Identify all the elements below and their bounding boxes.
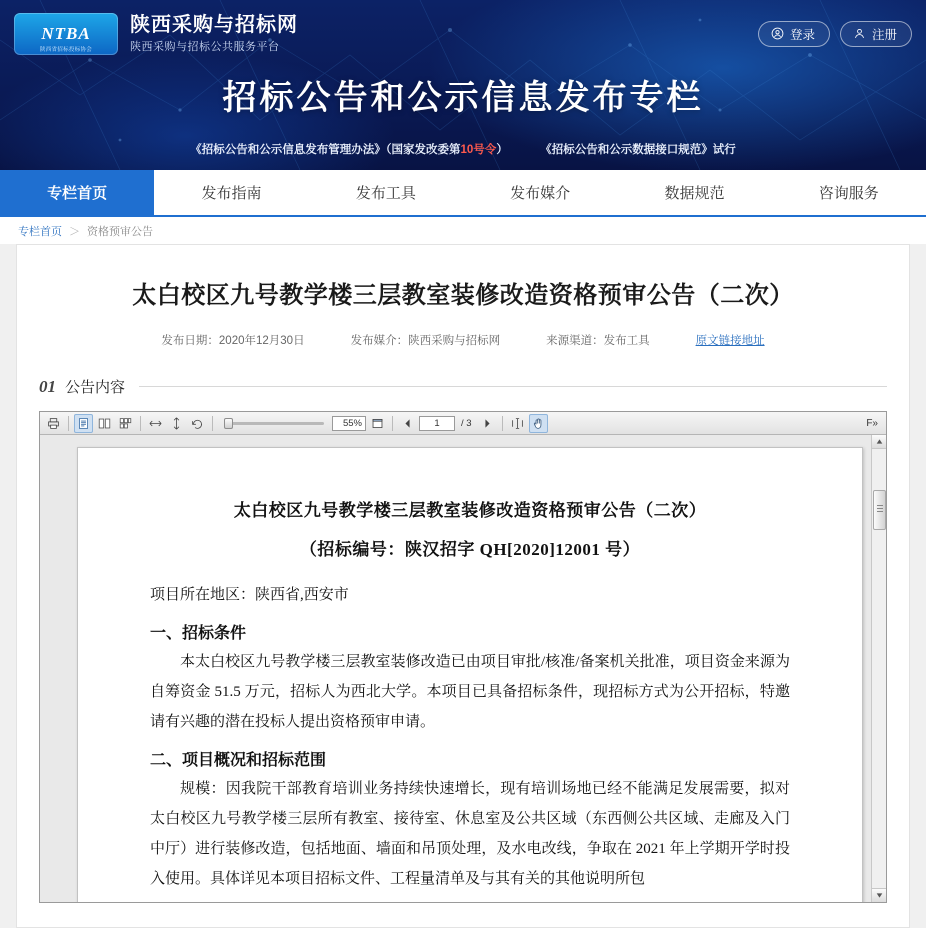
logo-main-text: NTBA (41, 23, 91, 43)
user-icon (853, 27, 866, 40)
fit-page-icon[interactable] (368, 414, 387, 433)
breadcrumb-home[interactable]: 专栏首页 (18, 225, 62, 238)
header-regulation-links (0, 141, 926, 157)
scroll-up-arrow-icon[interactable] (872, 435, 887, 449)
fit-height-icon[interactable] (167, 414, 186, 433)
single-page-icon[interactable] (74, 414, 93, 433)
nav-item-data-spec[interactable]: 数据规范 (664, 185, 725, 202)
toolbar-separator-5 (502, 416, 503, 431)
toolbar-separator-3 (212, 416, 213, 431)
pdf-vertical-scrollbar[interactable] (871, 435, 886, 902)
pdf-scroll-thumb[interactable] (873, 490, 886, 530)
section-divider (139, 386, 887, 387)
meta-source (546, 332, 650, 348)
pdf-heading-main: 太白校区九号教学楼三层教室装修改造资格预审公告（二次） (233, 501, 707, 520)
meta-media-value: 陕西采购与招标网 (408, 335, 501, 347)
breadcrumb-current: 资格预审公告 (87, 225, 153, 238)
regulation-link-1[interactable] (190, 144, 508, 156)
regulation-link-1-highlight: 10号令 (460, 144, 497, 156)
section-header (39, 376, 887, 397)
document-meta (39, 332, 887, 348)
zoom-value-field[interactable]: 55% (332, 416, 366, 431)
meta-source-value: 发布工具 (603, 335, 650, 347)
pdf-section-1-title: 一、招标条件 (150, 625, 247, 642)
page-content-wrap (0, 244, 926, 928)
scroll-down-arrow-icon[interactable] (872, 888, 887, 902)
print-icon[interactable] (44, 414, 63, 433)
meta-publish-date-label: 发布日期： (161, 335, 219, 347)
prev-page-icon[interactable] (398, 414, 417, 433)
meta-publish-date (161, 332, 304, 348)
site-logo[interactable] (14, 13, 118, 55)
pdf-body[interactable] (40, 435, 886, 902)
facing-page-icon[interactable] (95, 414, 114, 433)
hand-tool-icon[interactable] (529, 414, 548, 433)
pdf-region-line: 项目所在地区：陕西省,西安市 (150, 587, 349, 603)
fit-width-icon[interactable] (146, 414, 165, 433)
pdf-page-1 (77, 447, 863, 902)
meta-publish-date-value: 2020年12月30日 (218, 335, 305, 347)
site-name: 陕西采购与招标网 (130, 13, 298, 36)
next-page-icon[interactable] (478, 414, 497, 433)
banner-title: 招标公告和公示信息发布专栏 (222, 80, 704, 117)
toolbar-expand-label[interactable]: F» (866, 417, 878, 429)
site-name-block (130, 13, 298, 55)
pdf-section-2-title: 二、项目概况和招标范围 (150, 752, 327, 769)
register-label: 注册 (872, 27, 898, 42)
login-button[interactable] (758, 21, 830, 47)
user-circle-icon (771, 27, 784, 40)
nav-item-guide[interactable]: 发布指南 (201, 185, 262, 202)
pdf-heading-number: （招标编号：陕汉招字 QH[2020]12001 号） (299, 540, 641, 559)
toolbar-separator-4 (392, 416, 393, 431)
nav-item-consulting[interactable]: 咨询服务 (818, 185, 879, 202)
rotate-icon[interactable] (188, 414, 207, 433)
page-number-input[interactable]: 1 (419, 416, 455, 431)
page-total-label: / 3 (461, 417, 472, 429)
section-label: 公告内容 (65, 379, 126, 396)
site-header (0, 0, 926, 170)
header-actions (758, 21, 912, 47)
header-top-bar (0, 0, 926, 58)
register-button[interactable] (840, 21, 912, 47)
zoom-slider-handle[interactable] (224, 418, 233, 429)
pdf-toolbar (40, 412, 886, 435)
breadcrumb (0, 217, 926, 244)
zoom-slider[interactable] (224, 422, 324, 425)
grid-page-icon[interactable] (116, 414, 135, 433)
toolbar-separator-1 (68, 416, 69, 431)
regulation-link-2[interactable]: 《招标公告和公示数据接口规范》试行 (540, 144, 736, 156)
logo-sub-text: 陕西省招标投标协会 (39, 46, 93, 53)
regulation-link-1-pre: 《招标公告和公示信息发布管理办法》（国家发改委第 (190, 144, 461, 156)
meta-media (351, 332, 501, 348)
pdf-section-1-body: 本太白校区九号教学楼三层教室装修改造已由项目审批/核准/备案机关批准，项目资金来源为自筹资金 51.5 万元，招标人为西北大学。本项目已具备招标条件，现招标方式为公开招标，特邀请有兴趣的潜在投标人提出资格预审申请。 (150, 654, 790, 730)
section-number: 01 (39, 376, 56, 396)
toolbar-separator-2 (140, 416, 141, 431)
pdf-section-2-body: 规模：因我院干部教育培训业务持续快速增长，现有培训场地已经不能满足发展需要，拟对太白校区九号教学楼三层所有教室、接待室、休息室及公共区域（东西侧公共区域、走廊及入门中厅）进行装修改造，包括地面、墙面和吊顶处理，及水电改线，争取在 2021 年上学期开学时投入使用。具体详见本项目招标文件、工程量清单及与其有关的其他说明所包 (150, 781, 790, 887)
original-link[interactable]: 原文链接地址 (695, 335, 765, 347)
regulation-link-1-post: ） (496, 144, 508, 156)
meta-media-label: 发布媒介： (350, 335, 409, 347)
site-subtitle: 陕西采购与招标公共服务平台 (130, 40, 280, 53)
nav-item-tools[interactable]: 发布工具 (355, 185, 416, 202)
main-nav (0, 170, 926, 217)
breadcrumb-separator: ＞ (69, 225, 80, 238)
meta-source-label: 来源渠道： (546, 335, 604, 347)
pdf-viewer (39, 411, 887, 903)
nav-item-home[interactable]: 专栏首页 (0, 170, 154, 215)
nav-item-media[interactable]: 发布媒介 (510, 185, 571, 202)
text-select-icon[interactable] (508, 414, 527, 433)
page-title: 太白校区九号教学楼三层教室装修改造资格预审公告（二次） (132, 283, 794, 309)
login-label: 登录 (790, 27, 816, 42)
announcement-card (16, 244, 910, 928)
